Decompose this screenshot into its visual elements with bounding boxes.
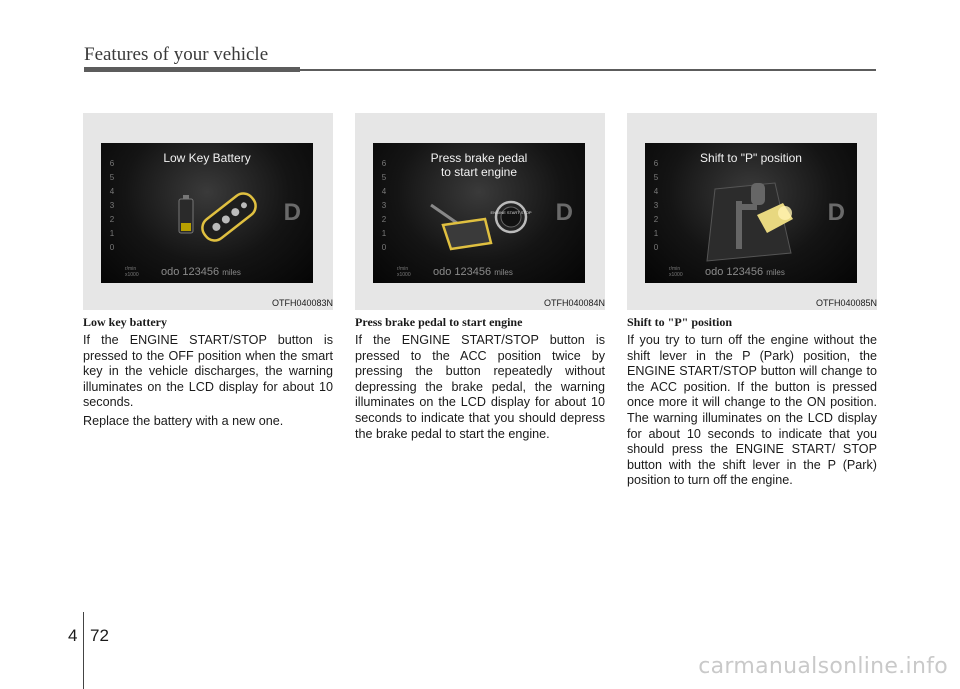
lcd-warning-title: Low Key Battery (163, 151, 251, 165)
section-title: Low key battery (83, 315, 167, 329)
rpm-label: r/min x1000 (125, 266, 139, 278)
odometer-unit: miles (494, 268, 513, 277)
gauge-tick: 1 (653, 229, 659, 238)
column-shift-to-p (627, 113, 877, 492)
header-rule-thick (84, 67, 300, 72)
column-low-key-battery (83, 113, 333, 433)
lcd-screen (373, 143, 585, 283)
engine-button-label: ENGINE START STOP (490, 210, 532, 215)
gauge-tick: 1 (381, 229, 387, 238)
odometer-unit: miles (766, 268, 785, 277)
section-title: Shift to "P" position (627, 315, 733, 329)
gauge-tick: 4 (653, 187, 659, 196)
gauge-tick: 5 (109, 173, 115, 182)
lcd-warning-title: Shift to "P" position (700, 151, 802, 165)
odometer (433, 266, 513, 278)
battery-key-icon (101, 143, 313, 283)
odometer-value: 123456 (726, 266, 764, 278)
page-header-title: Features of your vehicle (84, 44, 269, 65)
rpm-label: r/min x1000 (669, 266, 683, 278)
gear-indicator: D (827, 199, 845, 226)
rpm-label: r/min x1000 (397, 266, 411, 278)
figure-low-key-battery (83, 113, 333, 310)
gauge-tick: 6 (109, 159, 115, 168)
odometer (161, 266, 241, 278)
column-press-brake-pedal (355, 113, 605, 445)
odometer (705, 266, 785, 278)
gear-indicator: D (283, 199, 301, 226)
gauge-tick: 5 (381, 173, 387, 182)
odometer-label: odo (705, 266, 724, 278)
body-paragraph: Replace the battery with a new one. (83, 413, 284, 428)
odometer-label: odo (433, 266, 452, 278)
gauge-tick: 0 (381, 243, 387, 252)
section-title: Press brake pedal to start engine (355, 315, 523, 329)
gauge-tick: 3 (381, 201, 387, 210)
gauge-tick: 0 (109, 243, 115, 252)
gear-indicator: D (555, 199, 573, 226)
footer-section-number: 4 (68, 626, 78, 645)
gauge-tick: 4 (109, 187, 115, 196)
lcd-screen (101, 143, 313, 283)
figure-code: OTFH040085N (815, 298, 877, 308)
lcd-screen (645, 143, 857, 283)
gauge-tick: 3 (653, 201, 659, 210)
body-paragraph: If you try to turn off the engine without the shift lever in the P (Park) position, the ENGINE START/STOP button will change to the ACC position. If the button is pressed once more it will change to the ON position. The warning illuminates on the LCD display for about 10 seconds to indicate that you should press the ENGINE START/ STOP button with the shift lever in the P (Park) position to turn off the engine. (627, 333, 877, 488)
gauge-tick: 2 (109, 215, 115, 224)
odometer-value: 123456 (182, 266, 220, 278)
watermark-logo: carmanualsonline.info (698, 654, 948, 679)
gauge-tick: 2 (653, 215, 659, 224)
figure-code: OTFH040083N (271, 298, 333, 308)
lcd-warning-title: Press brake pedal to start engine (430, 151, 528, 179)
gauge-tick: 5 (653, 173, 659, 182)
odometer-unit: miles (222, 268, 241, 277)
gauge-tick: 2 (381, 215, 387, 224)
shift-lever-icon (645, 143, 857, 283)
gauge-tick: 6 (653, 159, 659, 168)
gauge-tick: 6 (381, 159, 387, 168)
gauge-tick: 0 (653, 243, 659, 252)
body-paragraph: If the ENGINE START/STOP button is pressed to the OFF position when the smart key in the vehicle discharges, the warning illuminates on the LCD display for about 10 seconds. (83, 333, 333, 410)
brake-pedal-icon (373, 143, 585, 283)
odometer-label: odo (161, 266, 180, 278)
gauge-tick: 1 (109, 229, 115, 238)
gauge-tick: 4 (381, 187, 387, 196)
footer-divider (83, 612, 84, 689)
figure-code: OTFH040084N (543, 298, 605, 308)
figure-press-brake-pedal (355, 113, 605, 310)
figure-shift-to-p (627, 113, 877, 310)
body-paragraph: If the ENGINE START/STOP button is pressed to the ACC position twice by pressing the button repeatedly without depressing the brake pedal, the warning illuminates on the LCD display for about 10 seconds to indicate that you should depress the brake pedal to start the engine. (355, 333, 605, 441)
footer-page-number: 72 (90, 626, 109, 645)
header-rule-thin (300, 69, 876, 71)
odometer-value: 123456 (454, 266, 492, 278)
gauge-tick: 3 (109, 201, 115, 210)
